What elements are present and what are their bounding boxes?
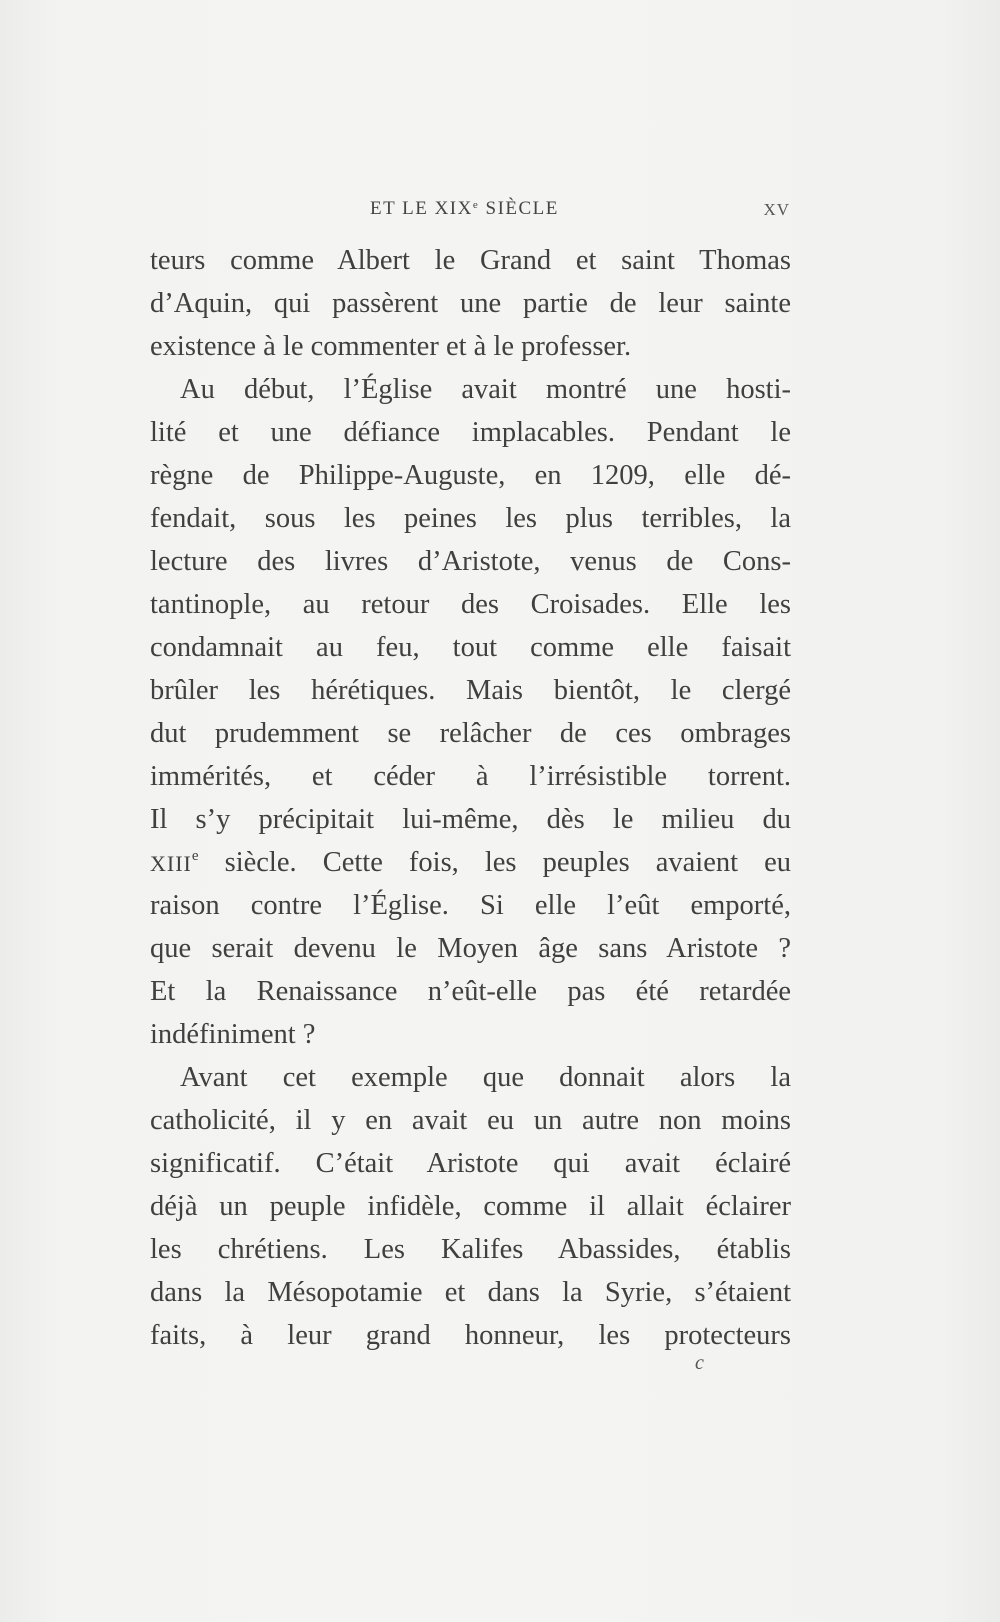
text-line: significatif. C’était Aristote qui avait éclairé — [150, 1148, 791, 1179]
text-line: catholicité, il y en avait eu un autre non moins — [150, 1105, 791, 1136]
text-line: brûler les hérétiques. Mais bientôt, le clergé — [150, 675, 791, 706]
text-line: faits, à leur grand honneur, les protecteurs — [150, 1320, 791, 1351]
text-line: teurs comme Albert le Grand et saint Thomas — [150, 245, 791, 276]
text-line: dut prudemment se relâcher de ces ombrages — [150, 718, 791, 749]
running-title-end: SIÈCLE — [479, 198, 559, 219]
text-line: les chrétiens. Les Kalifes Abassides, établis — [150, 1234, 791, 1265]
running-head — [150, 198, 790, 228]
text-line: lité et une défiance implacables. Pendant le — [150, 417, 791, 448]
century-line-text: siècle. Cette fois, les peuples avaient eu — [224, 847, 791, 878]
text-line: que serait devenu le Moyen âge sans Aristote ? — [150, 933, 791, 964]
text-line: lecture des livres d’Aristote, venus de Cons- — [150, 546, 791, 577]
text-line: fendait, sous les peines les plus terribles, la — [150, 503, 791, 534]
text-line: déjà un peuple infidèle, comme il allait éclairer — [150, 1191, 791, 1222]
running-title-superscript: e — [472, 199, 480, 211]
text-line: immérités, et céder à l’irrésistible torrent. — [150, 761, 791, 792]
text-line-century — [150, 841, 791, 884]
text-line: indéfiniment ? — [150, 1019, 316, 1050]
running-title — [370, 198, 559, 220]
century-numeral: XIII — [150, 851, 192, 876]
text-line: Et la Renaissance n’eût-elle pas été retardée — [150, 976, 791, 1007]
text-line: dans la Mésopotamie et dans la Syrie, s’étaient — [150, 1277, 791, 1308]
text-line: tantinople, au retour des Croisades. Elle les — [150, 589, 791, 620]
text-line: règne de Philippe-Auguste, en 1209, elle dé- — [150, 460, 791, 491]
text-line: d’Aquin, qui passèrent une partie de leur sainte — [150, 288, 791, 319]
page-number: XV — [763, 200, 790, 219]
running-title-text: ET LE XIX — [370, 198, 473, 219]
century-superscript: e — [191, 848, 199, 864]
text-line: Avant cet exemple que donnait alors la — [180, 1062, 791, 1093]
text-line: existence à le commenter et à le professer. — [150, 331, 632, 362]
signature-mark: c — [695, 1352, 704, 1374]
body-text — [150, 239, 791, 1357]
text-line: condamnait au feu, tout comme elle faisait — [150, 632, 791, 663]
text-line: raison contre l’Église. Si elle l’eût emporté, — [150, 890, 791, 921]
text-line: Il s’y précipitait lui-même, dès le milieu du — [150, 804, 791, 835]
text-line: Au début, l’Église avait montré une hosti- — [180, 374, 791, 405]
